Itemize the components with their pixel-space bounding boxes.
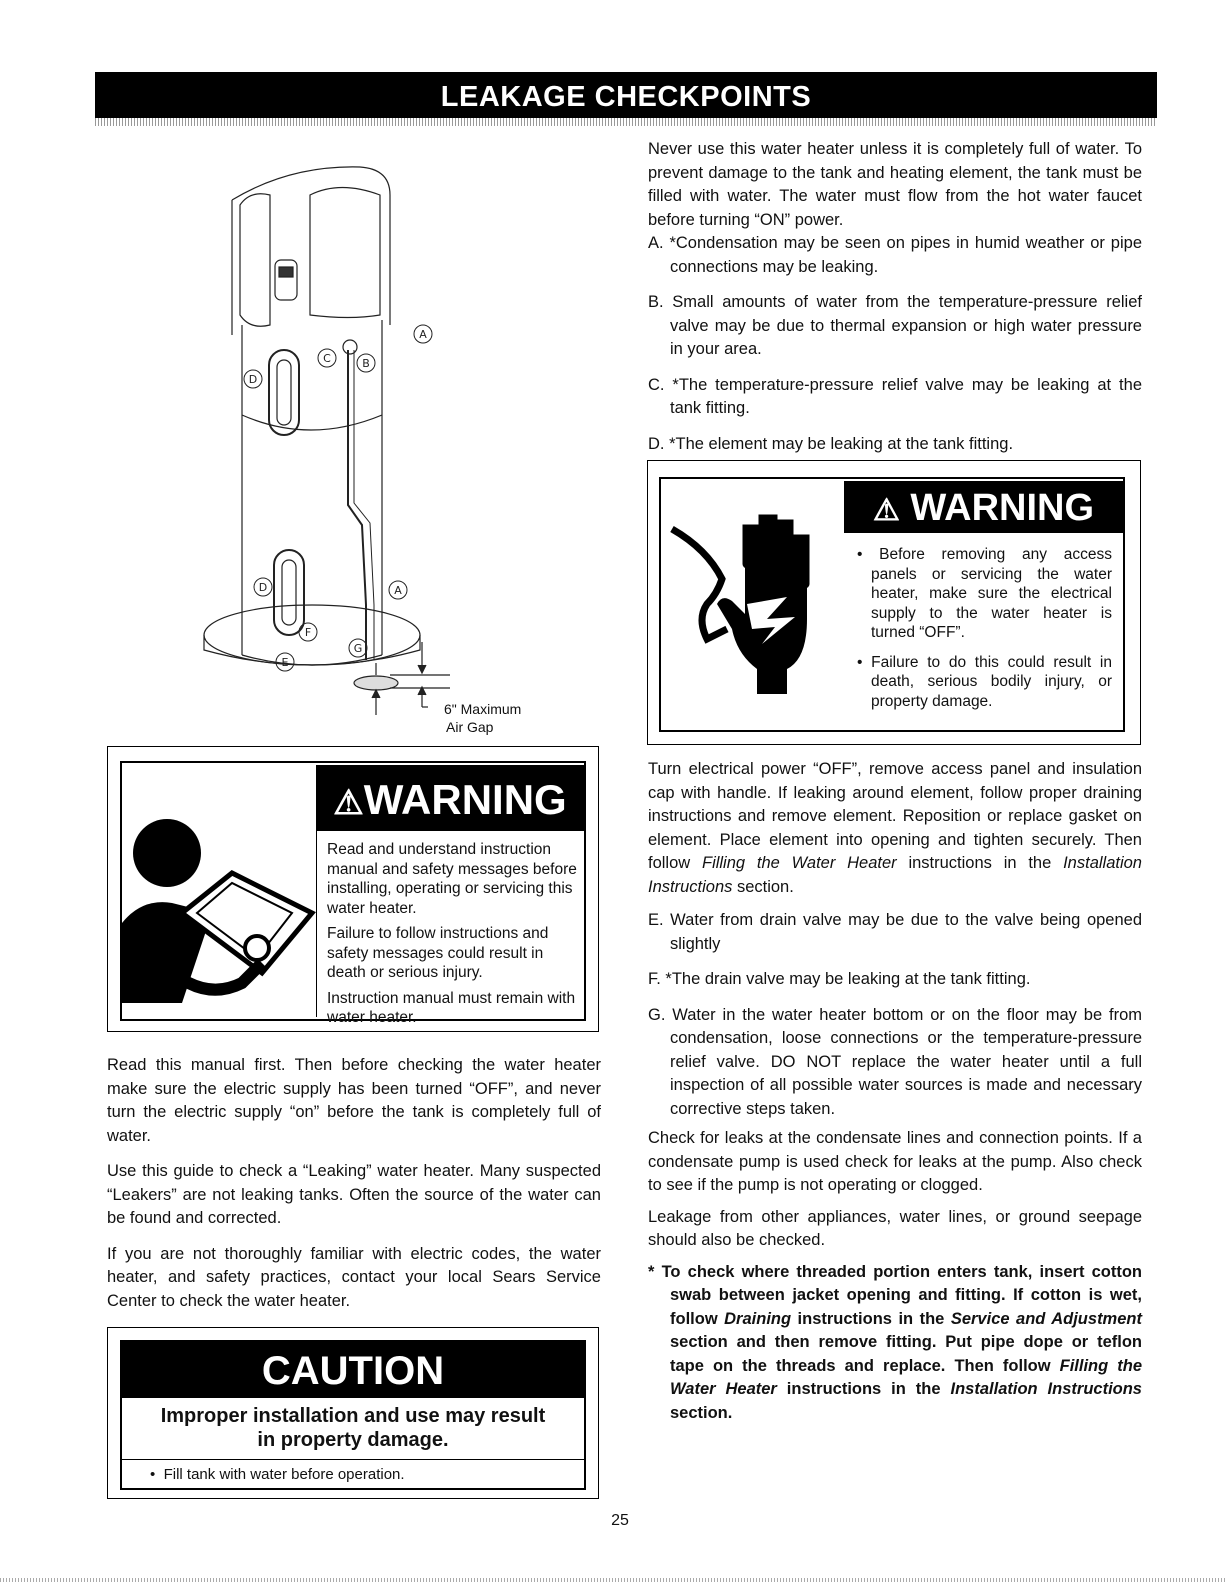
callout-d-top [244, 370, 262, 388]
left-instructions [107, 1054, 601, 1313]
callout-d-bottom [254, 578, 272, 596]
shock-warning-bullets [857, 545, 1112, 711]
checkpoint-c: C. *The temperature-pressure relief valve may be leaking at the tank fitting. [648, 375, 1142, 417]
shock-warning-bullet-1: • Before removing any access panels or servicing the water heater, make sure the electrical supply to the water heater is turned “OFF”. [857, 546, 1112, 641]
callout-a-top [414, 325, 432, 343]
read-manual-paragraph: Read this manual first. Then before checking the water heater make sure the electric supply has been turned “OFF”, and never turn the electric supply “on” before the tank is completely full of water. [107, 1056, 601, 1145]
checkpoint-f: F. *The drain valve may be leaking at the tank fitting. [648, 970, 1031, 988]
read-manual-line-2: Failure to follow instructions and safety messages could result in death or serious injury. [327, 925, 549, 981]
checkpoint-b: B. Small amounts of water from the temperature-pressure relief valve may be due to thermal expansion or high water pressure in your area. [648, 293, 1142, 358]
header-divider [95, 118, 1157, 126]
read-manual-warning-heading-text: WARNING [363, 776, 567, 823]
caution-subheading-line1: Improper installation and use may result [160, 1405, 546, 1427]
svg-text:C: C [323, 352, 331, 365]
svg-text:D: D [248, 373, 258, 386]
callout-b [357, 354, 375, 372]
caution-bullet: • Fill tank with water before operation. [150, 1466, 405, 1483]
callout-f [299, 623, 317, 641]
read-manual-line-3: Instruction manual must remain with water heater. [327, 989, 576, 1026]
read-manual-warning-box [107, 746, 599, 1032]
condensate-paragraph: Check for leaks at the condensate lines and connection points. If a condensate pump is used check for leaks at the pump. Also check to see if the pump is not operating or clogged. [648, 1129, 1142, 1194]
checkpoint-e: E. Water from drain valve may be due to the valve being opened slightly [648, 911, 1142, 953]
leakage-paragraph: Leakage from other appliances, water lines, or ground seepage should also be checked. [648, 1207, 1142, 1249]
page-title: LEAKAGE CHECKPOINTS [95, 72, 1157, 118]
power-off-paragraph: Turn electrical power “OFF”, remove access panel and insulation cap with handle. If leaking around element, follow proper draining instructions and remove element. Reposition or replace gasket on element. Place element into opening and tighten securely. Then follow Filling the Water Heater instructions in the Installation Instructions section. [648, 760, 1142, 896]
svg-text:A: A [419, 328, 427, 341]
shock-warning-box [647, 460, 1141, 745]
procedure-section [648, 758, 1142, 1425]
svg-text:A: A [394, 584, 402, 597]
air-gap-label-line2: Air Gap [446, 719, 494, 735]
caution-subheading [122, 1404, 584, 1452]
footer-divider [0, 1578, 1225, 1582]
shock-warning-heading [844, 481, 1123, 533]
intro-paragraph: Never use this water heater unless it is completely full of water. To prevent damage to the tank and heating element, the tank must be filled with water. The water must flow from the hot water faucet before turning “ON” power. [648, 140, 1142, 229]
contact-service-paragraph: If you are not thoroughly familiar with electric codes, the water heater, and safety practices, contact your local Sears Service Center to check the water heater. [107, 1244, 601, 1310]
caution-divider [122, 1459, 584, 1460]
callout-e [276, 653, 294, 671]
svg-text:D: D [258, 581, 268, 594]
page-number: 25 [611, 1512, 629, 1529]
callout-a-bottom [389, 581, 407, 599]
svg-text:B: B [362, 357, 370, 370]
svg-text:E: E [281, 656, 289, 669]
caution-heading: CAUTION [122, 1342, 584, 1398]
warning-triangle-icon: ⚠ [333, 784, 364, 822]
shock-warning-heading-text: WARNING [910, 487, 1095, 529]
caution-box [107, 1327, 599, 1499]
person-reading-manual-icon [122, 803, 322, 1013]
caution-subheading-line2: in property damage. [257, 1429, 449, 1451]
read-manual-line-1: Read and understand instruction manual and safety messages before installing, operating or servicing this water heater. [327, 841, 577, 917]
air-gap-label [444, 700, 521, 736]
guide-paragraph: Use this guide to check a “Leaking” water heater. Many suspected “Leakers” are not leaking tanks. Often the source of the water can be found and corrected. [107, 1162, 601, 1227]
svg-text:G: G [353, 642, 363, 655]
svg-text:F: F [304, 626, 312, 639]
electric-shock-hand-icon [667, 509, 847, 699]
callout-g [349, 639, 367, 657]
intro-section [648, 138, 1142, 456]
checkpoint-g: G. Water in the water heater bottom or on the floor may be from condensation, loose connections or the temperature-pressure relief valve. DO NOT replace the water heater until a full inspection of all possible water sources is made and necessary corrective steps taken. [648, 1005, 1142, 1118]
warning-divider [316, 831, 317, 1017]
read-manual-warning-heading [316, 765, 584, 831]
air-gap-label-line1: 6" Maximum [444, 701, 522, 717]
threaded-fitting-note: * To check where threaded portion enters tank, insert cotton swab between jacket opening and fitting. If cotton is wet, follow Draining instructions in the Service and Adjustment section and then remove fitting. Put pipe dope or teflon tape on the threads and replace. Then follow Filling the Water Heater instructions in the Installation Instructions section. [648, 1262, 1142, 1422]
read-manual-warning-text [327, 840, 582, 1034]
checkpoint-d: D. *The element may be leaking at the tank fitting. [648, 434, 1014, 453]
water-heater-diagram [190, 155, 550, 740]
callout-c [318, 349, 336, 367]
warning-triangle-icon: ⚠ [872, 494, 900, 527]
shock-warning-bullet-2: • Failure to do this could result in death, serious bodily injury, or property damage. [857, 653, 1112, 710]
checkpoint-a: A. *Condensation may be seen on pipes in humid weather or pipe connections may be leaking. [648, 234, 1142, 276]
